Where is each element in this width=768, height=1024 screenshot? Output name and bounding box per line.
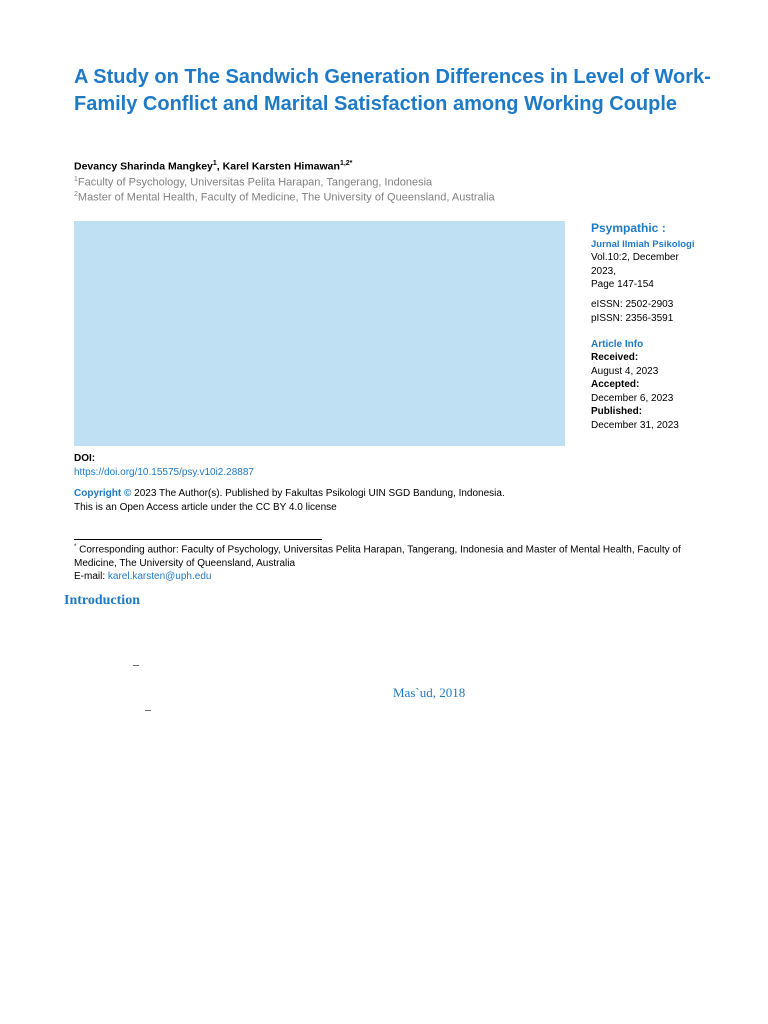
published-label: Published: [591,406,643,417]
footnote-marker: * [74,544,77,550]
article-info-heading: Article Info [591,339,644,350]
volume-line: Page 147-154 [591,279,654,290]
dash-mark: – [145,702,151,716]
email-label: E-mail: [74,571,108,583]
accepted-label: Accepted: [591,379,640,390]
doi-link[interactable]: https://doi.org/10.15575/psy.v10i2.28887 [74,467,254,478]
affiliation [74,191,495,204]
copyright-text: 2023 The Author(s). Published by Fakultas Psikologi UIN SGD Bandung, Indonesia. [131,488,505,499]
author-affil-marker: 1,2* [339,160,353,167]
volume-line: Vol.10:2, December [591,252,679,263]
author-separator: , [216,160,223,173]
accepted-date: December 6, 2023 [591,392,674,404]
journal-name: Psympathic : [591,221,666,235]
doi-label: DOI: [74,453,96,464]
affiliation-text: Faculty of Psychology, Universitas Pelita Harapan, Tangerang, Indonesia [77,176,433,189]
article-dates [591,351,679,432]
volume-line: 2023, [591,265,617,277]
volume-info [591,251,701,292]
affiliation-marker: 2 [74,191,78,198]
citation[interactable]: Mas`ud, 2018 [393,685,466,700]
email-link[interactable]: karel.karsten@uph.edu [107,571,212,583]
pissn: pISSN: 2356-3591 [591,312,674,324]
footnote-divider [74,539,322,540]
footnote-text: Corresponding author: Faculty of Psychology, Universitas Pelita Harapan, Tangerang, Indonesia and Master of Mental Health, Faculty of Medicine, The University of Queensland, Australia [74,544,681,569]
received-date: August 4, 2023 [591,365,659,377]
corresponding-author-footnote [74,541,694,584]
author-name: Karel Karsten Himawan [222,160,340,173]
author-name: Devancy Sharinda Mangkey [74,160,213,173]
journal-subtitle: Jurnal Ilmiah Psikologi [591,239,695,250]
license-text: This is an Open Access article under the CC BY 4.0 license [74,502,337,513]
author-list [74,160,352,173]
affiliation-marker: 1 [74,176,78,183]
paper-title: A Study on The Sandwich Generation Differences in Level of Work-Family Conflict and Marital Satisfaction among Working Couple [74,66,711,115]
issn-block [591,298,673,325]
author-affil-marker: 1 [212,160,217,167]
affiliation [74,176,432,189]
eissn: eISSN: 2502-2903 [591,299,674,310]
abstract-box [74,221,565,446]
copyright-notice [74,487,505,515]
received-label: Received: [591,352,639,363]
published-date: December 31, 2023 [591,419,679,431]
affiliation-text: Master of Mental Health, Faculty of Medicine, The University of Queensland, Australia [77,191,495,204]
copyright-label[interactable]: Copyright © [74,488,132,499]
section-heading-introduction: Introduction [64,593,140,608]
dash-mark: – [133,657,139,671]
